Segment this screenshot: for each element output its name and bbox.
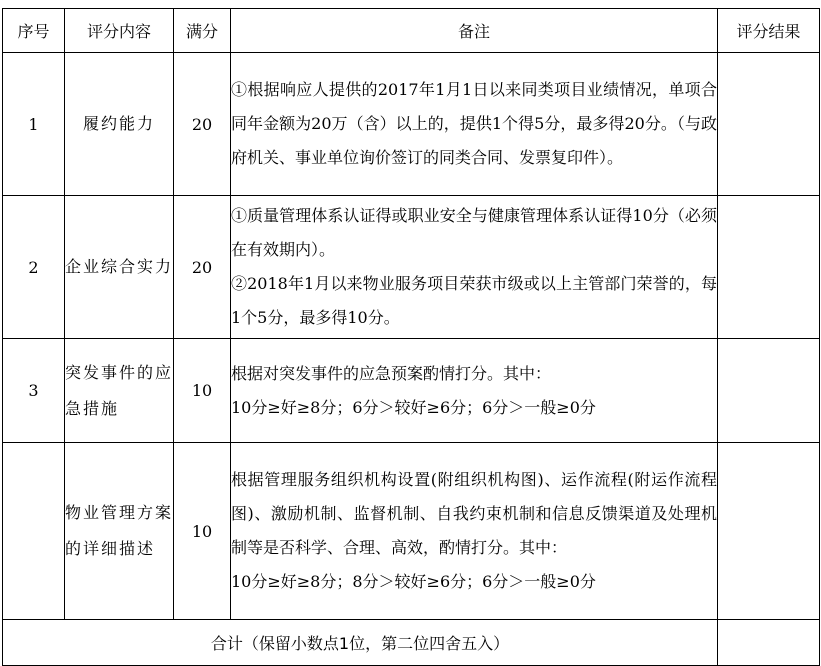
row-note [231, 339, 718, 443]
row-content [65, 196, 174, 339]
row-content-text: 突发事件的应急措施 [65, 362, 174, 418]
row-no: 3 [3, 339, 65, 443]
row-content-text: 企业综合实力 [65, 257, 174, 276]
note-paragraph: ②2018年1月以来物业服务项目荣获市级或以上主管部门荣誉的，每1个5分，最多得10分。 [231, 274, 717, 327]
row-content-text: 物业管理方案的详细描述 [65, 503, 174, 558]
row-result [718, 196, 820, 339]
row-result [718, 53, 820, 196]
row-content [65, 339, 174, 443]
header-note: 备注 [231, 9, 718, 53]
table-row [3, 339, 820, 443]
table-row [3, 443, 820, 620]
row-note [231, 443, 718, 620]
row-result [718, 443, 820, 620]
row-content [65, 53, 174, 196]
total-row [3, 620, 820, 666]
row-result [718, 339, 820, 443]
note-paragraph: 10分≥好≥8分；6分＞较好≥6分；6分＞一般≥0分 [231, 397, 596, 417]
header-no: 序号 [3, 9, 65, 53]
note-paragraph: 根据管理服务组织机构设置(附组织机构图)、运作流程(附运作流程图)、激励机制、监督机制、自我约束机制和信息反馈渠道及处理机制等是否科学、合理、高效，酌情打分。其中： [231, 470, 717, 557]
row-no: 2 [3, 196, 65, 339]
header-result: 评分结果 [718, 9, 820, 53]
table-row [3, 196, 820, 339]
row-content-text: 履约能力 [82, 114, 155, 133]
note-paragraph: ①根据响应人提供的2017年1月1日以来同类项目业绩情况，单项合同年金额为20万（含）以上的，提供1个得5分，最多得20分。（与政府机关、事业单位询价签订的同类合同、发票复印件）。 [231, 80, 717, 167]
note-paragraph: 10分≥好≥8分；8分＞较好≥6分；6分＞一般≥0分 [231, 572, 596, 591]
row-note [231, 196, 718, 339]
row-full-score: 20 [174, 196, 231, 339]
header-content: 评分内容 [65, 9, 174, 53]
header-row [3, 9, 820, 53]
row-full-score: 10 [174, 443, 231, 620]
row-full-score: 20 [174, 53, 231, 196]
row-content [65, 443, 174, 620]
row-full-score: 10 [174, 339, 231, 443]
total-result [718, 620, 820, 666]
note-paragraph: ①质量管理体系认证得或职业安全与健康管理体系认证得10分（必须在有效期内）。 [231, 206, 717, 259]
header-full-score: 满分 [174, 9, 231, 53]
row-note [231, 53, 718, 196]
total-label: 合计（保留小数点1位，第二位四舍五入） [3, 620, 718, 666]
row-no [3, 443, 65, 620]
scoring-table [2, 8, 820, 666]
table-row [3, 53, 820, 196]
row-no: 1 [3, 53, 65, 196]
note-paragraph: 根据对突发事件的应急预案酌情打分。其中： [231, 363, 552, 383]
